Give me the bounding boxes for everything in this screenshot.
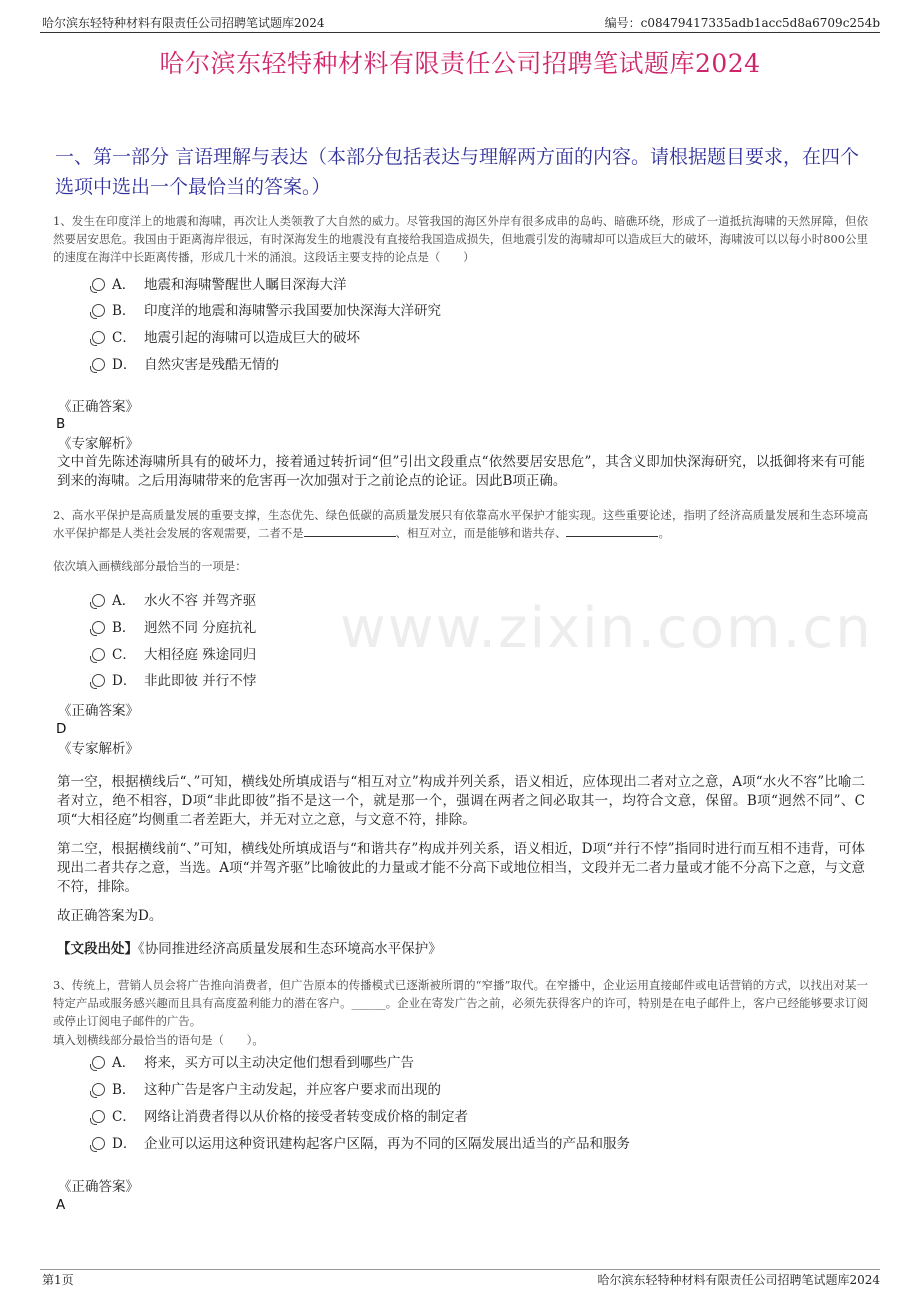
q1-option-b[interactable]: [92, 301, 441, 321]
radio-icon[interactable]: [92, 1110, 105, 1123]
q2-prompt: 依次填入画横线部分最恰当的一项是：: [53, 559, 247, 573]
option-letter: C．: [112, 330, 136, 346]
page-title: 哈尔滨东轻特种材料有限责任公司招聘笔试题库2024: [159, 49, 761, 78]
q3-correct-answer-label: 《正确答案》: [58, 1179, 139, 1195]
q2-analysis-first-blank: 第一空，根据横线后“、”可知，横线处所填成语与“相互对立”构成并列关系，语义相近，应体现出二者对立之意，A项“水火不容”比喻二者对立，绝不相容，D项“非此即彼”指不是这一个，就是那一个，强调在两者之间必取其一，均符合文意，保留。B项“迥然不同”、C项“大相径庭”均侧重二者差距大，并无对立之意，与文意不符，排除。: [57, 774, 865, 828]
q2-source-title: 《协同推进经济高质量发展和生态环境高水平保护》: [138, 941, 442, 957]
q3-option-c[interactable]: [92, 1107, 468, 1127]
q2-answer: D: [56, 721, 67, 737]
radio-icon[interactable]: [92, 1056, 105, 1069]
q3-option-b[interactable]: [92, 1080, 441, 1100]
option-text: 迥然不同 分庭抗礼: [144, 620, 257, 636]
q3-option-a[interactable]: [92, 1053, 414, 1073]
q2-source-label: 【文段出处】: [57, 941, 138, 957]
option-letter: C．: [112, 1109, 136, 1125]
option-letter: B．: [112, 620, 136, 636]
option-letter: B．: [112, 303, 136, 319]
q1-option-d[interactable]: [92, 355, 279, 375]
q2-text-part-b: 、相互对立，而是能够和谐共存、: [395, 526, 567, 540]
q1-analysis: 文中首先陈述海啸所具有的破坏力，接着通过转折词“但”引出文段重点“依然要居安思危”，其含义即加快深海研究，以抵御将来有可能到来的海啸。之后用海啸带来的危害再一次加强对于之前论点的论证。因此B项正确。: [57, 454, 865, 489]
q2-option-c[interactable]: [92, 645, 256, 665]
radio-icon[interactable]: [92, 674, 105, 687]
q2-option-a[interactable]: [92, 591, 256, 611]
option-text: 地震引起的海啸可以造成巨大的破坏: [144, 330, 360, 346]
radio-icon[interactable]: [92, 1137, 105, 1150]
q2-expert-analysis-label: 《专家解析》: [58, 741, 139, 757]
radio-icon[interactable]: [92, 358, 105, 371]
footer-page-number: 第1页: [42, 1273, 74, 1287]
option-letter: D．: [112, 673, 137, 689]
option-text: 企业可以运用这种资讯建构起客户区隔，再为不同的区隔发展出适当的产品和服务: [144, 1136, 630, 1152]
q2-blank-1: [304, 525, 396, 537]
option-text: 地震和海啸警醒世人瞩目深海大洋: [144, 277, 347, 293]
q2-correct-answer-label: 《正确答案》: [58, 703, 139, 719]
q1-expert-analysis-label: 《专家解析》: [58, 436, 139, 452]
option-text: 大相径庭 殊途同归: [144, 647, 257, 663]
q2-source: [57, 940, 865, 959]
option-letter: A．: [112, 1055, 136, 1071]
q2-option-d[interactable]: [92, 671, 256, 691]
footer-doc-title: 哈尔滨东轻特种材料有限责任公司招聘笔试题库2024: [597, 1273, 880, 1287]
header-doc-id: 编号：c08479417335adb1acc5d8a6709c254b: [604, 16, 880, 30]
option-letter: A．: [112, 277, 136, 293]
q2-conclusion: 故正确答案为D。: [57, 908, 163, 924]
option-text: 印度洋的地震和海啸警示我国要加快深海大洋研究: [144, 303, 441, 319]
radio-icon[interactable]: [92, 648, 105, 661]
option-text: 非此即彼 并行不悖: [144, 673, 257, 689]
radio-icon[interactable]: [92, 594, 105, 607]
header-doc-title: 哈尔滨东轻特种材料有限责任公司招聘笔试题库2024: [42, 16, 325, 30]
watermark: www.zixin.com.cn: [340, 596, 873, 661]
q3-option-d[interactable]: [92, 1134, 630, 1154]
option-letter: D．: [112, 1136, 137, 1152]
section-heading: 一、第一部分 言语理解与表达（本部分包括表达与理解两方面的内容。请根据题目要求，在四个选项中选出一个最恰当的答案。）: [55, 146, 860, 198]
option-letter: C．: [112, 647, 136, 663]
option-letter: A．: [112, 593, 136, 609]
header-divider: [40, 32, 880, 33]
radio-icon[interactable]: [92, 621, 105, 634]
radio-icon[interactable]: [92, 1083, 105, 1096]
option-text: 自然灾害是残酷无情的: [144, 357, 279, 373]
q3-prompt: 填入划横线部分最恰当的语句是（ ）。: [53, 1033, 264, 1047]
option-text: 水火不容 并驾齐驱: [144, 593, 257, 609]
option-letter: D．: [112, 357, 137, 373]
q1-correct-answer-label: 《正确答案》: [58, 399, 139, 415]
q1-option-a[interactable]: [92, 275, 347, 295]
question-3-text: 3、传统上，营销人员会将广告推向消费者，但广告原本的传播模式已逐渐被所谓的“窄播”取代。在窄播中，企业运用直接邮件或电话营销的方式，以找出对某一特定产品或服务感兴趣而且具有高度盈利能力的潜在客户。______。企业在寄发广告之前，必须先获得客户的许可，特别是在电子邮件上，客户已经能够要求订阅或停止订阅电子邮件的广告。: [53, 978, 868, 1028]
option-text: 将来，买方可以主动决定他们想看到哪些广告: [144, 1055, 414, 1071]
option-text: 网络让消费者得以从价格的接受者转变成价格的制定者: [144, 1109, 468, 1125]
radio-icon[interactable]: [92, 278, 105, 291]
q2-text-part-c: 。: [658, 526, 670, 540]
q2-analysis-second-blank: 第二空，根据横线前“、”可知，横线处所填成语与“和谐共存”构成并列关系，语义相近，D项“并行不悖”指同时进行而互相不违背，可体现出二者共存之意，当选。A项“并驾齐驱”比喻彼此的力量或才能不分高下或地位相当，文段并无二者力量或才能不分高下之意，与文意不符，排除。: [57, 841, 865, 895]
q3-answer: A: [56, 1197, 66, 1213]
q2-option-b[interactable]: [92, 618, 256, 638]
radio-icon[interactable]: [92, 331, 105, 344]
option-letter: B．: [112, 1082, 136, 1098]
option-text: 这种广告是客户主动发起，并应客户要求而出现的: [144, 1082, 441, 1098]
q1-option-c[interactable]: [92, 328, 360, 348]
radio-icon[interactable]: [92, 304, 105, 317]
footer-divider: [40, 1269, 880, 1270]
question-2-text: [53, 506, 868, 542]
q1-answer: B: [56, 416, 66, 432]
q2-text-part-a: 2、高水平保护是高质量发展的重要支撑，生态优先、绿色低碳的高质量发展只有依靠高水平保护才能实现。这些重要论述，指明了经济高质量发展和生态环境高水平保护都是人类社会发展的客观需要，二者不是: [53, 508, 868, 540]
question-1-text: 1、发生在印度洋上的地震和海啸，再次让人类领教了大自然的威力。尽管我国的海区外岸有很多成串的岛屿、暗礁环绕，形成了一道抵抗海啸的天然屏障，但依然要居安思危。我国由于距离海岸很远，有时深海发生的地震没有直接给我国造成损失，但地震引发的海啸却可以造成巨大的破坏，海啸波可以以每小时800公里的速度在海洋中长距离传播，形成几十米的涌浪。这段话主要支持的论点是（ ）: [53, 214, 868, 264]
q2-blank-2: [566, 525, 658, 537]
